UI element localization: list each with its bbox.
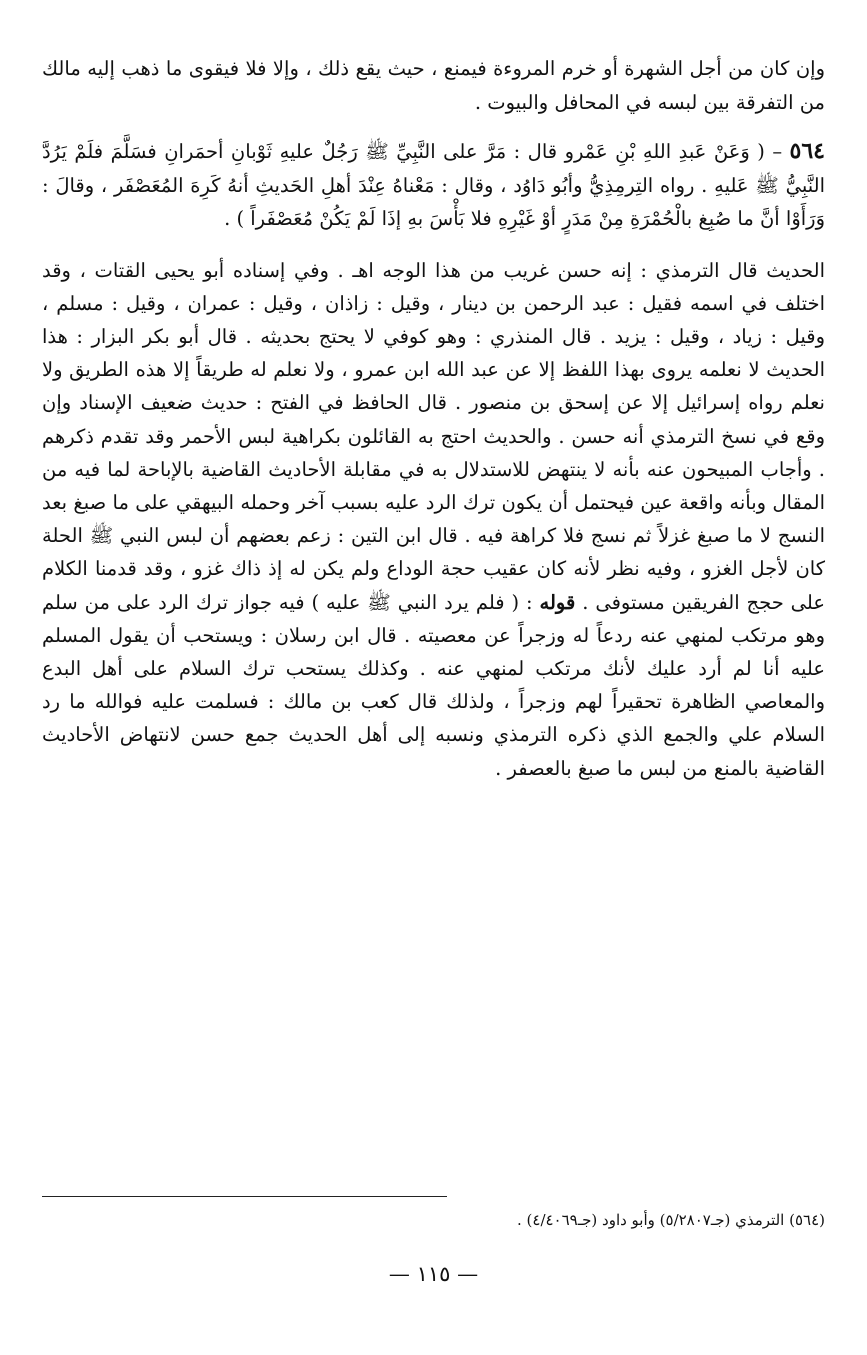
footnote: (٥٦٤) الترمذي (جـ٥/٢٨٠٧) وأبو داود (جـ٤/٤٠٦٩) . bbox=[517, 1211, 825, 1229]
hadith-number: ٥٦٤ bbox=[789, 138, 825, 164]
footnote-divider bbox=[42, 1196, 447, 1197]
page-number: — ١١٥ — bbox=[388, 1262, 479, 1286]
commentary-paragraph bbox=[42, 254, 825, 785]
commentary-part-2: : ( فلم يرد النبي ﷺ عليه ) فيه جواز ترك الرد على من سلم وهو مرتكب لمنهي عنه ردعاً له وزجراً عن معصيته . قال ابن رسلان : ويستحب أن يقول المسلم عليه أنا لم أرد عليك لأنك مرتكب لمنهي عنه . وكذلك يستحب ترك السلام على أهل البدع والمعاصي الظاهرة تحقيراً لهم وزجراً ، ولذلك قال كعب بن مالك : فسلمت عليه فوالله ما رد السلام علي والجمع الذي ذكره الترمذي ونسبه إلى أهل الحديث جمع حسن لانتهاض الأحاديث القاضية بالمنع من لبس ما صبغ بالعصفر . bbox=[42, 590, 826, 780]
hadith-paragraph bbox=[42, 135, 825, 236]
page-body bbox=[42, 52, 825, 785]
intro-paragraph: وإن كان من أجل الشهرة أو خرم المروءة فيمنع ، حيث يقع ذلك ، وإلا فلا فيقوى ما ذهب إليه مالك من التفرقة بين لبسه في المحافل والبيوت . bbox=[42, 57, 825, 114]
commentary-part-1: الحديث قال الترمذي : إنه حسن غريب من هذا الوجه اهـ . وفي إسناده أبو يحيى القتات ، وقد اختلف في اسمه فقيل : عبد الرحمن بن دينار ، وقيل : زاذان ، وقيل : عمران ، وقيل : مسلم ، وقيل : زياد ، وقيل : يزيد . قال المنذري : وهو كوفي لا يحتج بحديثه . قال أبو بكر البزار : هذا الحديث لا نعلمه يروى بهذا اللفظ إلا عن عبد الله ابن عمرو ، ولا نعلم له طريقاً إلا هذه الطريق ولا نعلم رواه إسرائيل إلا عن إسحق بن منصور . قال الحافظ في الفتح : حديث ضعيف الإسناد وإن وقع في نسخ الترمذي أنه حسن . والحديث احتج به القائلون بكراهية لبس الأحمر وقد تقدم ذكرهم . وأجاب المبيحون عنه بأنه لا ينتهض للاستدلال به في مقابلة الأحاديث القاضية بالإباحة لما فيه من المقال وبأنه واقعة عين فيحتمل أن يكون ترك الرد عليه بسبب آخر وحمله البيهقي على ما صبغ بعد النسج لا ما صبغ غزلاً ثم نسج فلا كراهة فيه . قال ابن التين : زعم بعضهم أن لبس النبي ﷺ الحلة كان لأجل الغزو ، وفيه نظر لأنه كان عقيب حجة الوداع ولم يكن له إذ ذاك غزو ، وقد قدمنا الكلام على حجج الفريقين مستوفى . bbox=[42, 258, 826, 614]
hadith-text: – ( وَعَنْ عَبدِ اللهِ بْنِ عَمْرو قال : مَرَّ على النَّبِيِّ ﷺ رَجُلٌ عليهِ ثَوْبانِ أحمَرانِ فسَلَّمَ فلَمْ يَرُدَّ النَّبِيُّ ﷺ عَليهِ . رواه التِرمِذِيُّ وأبُو دَاوُد ، وقال : مَعْناهُ عِنْدَ أهلِ الحَديثِ أنهُ كَرِهَ المُعَصْفَر ، وقالَ : وَرَأَوْا أنَّ ما صُبِغ بالْحُمْرَةِ مِنْ مَدَرٍ أوْ غَيْرِهِ فلا بَأْسَ بهِ إذَا لَمْ يَكُنْ مُعَصْفَراً ) . bbox=[42, 140, 825, 230]
commentary-keyword: قوله bbox=[539, 590, 576, 614]
